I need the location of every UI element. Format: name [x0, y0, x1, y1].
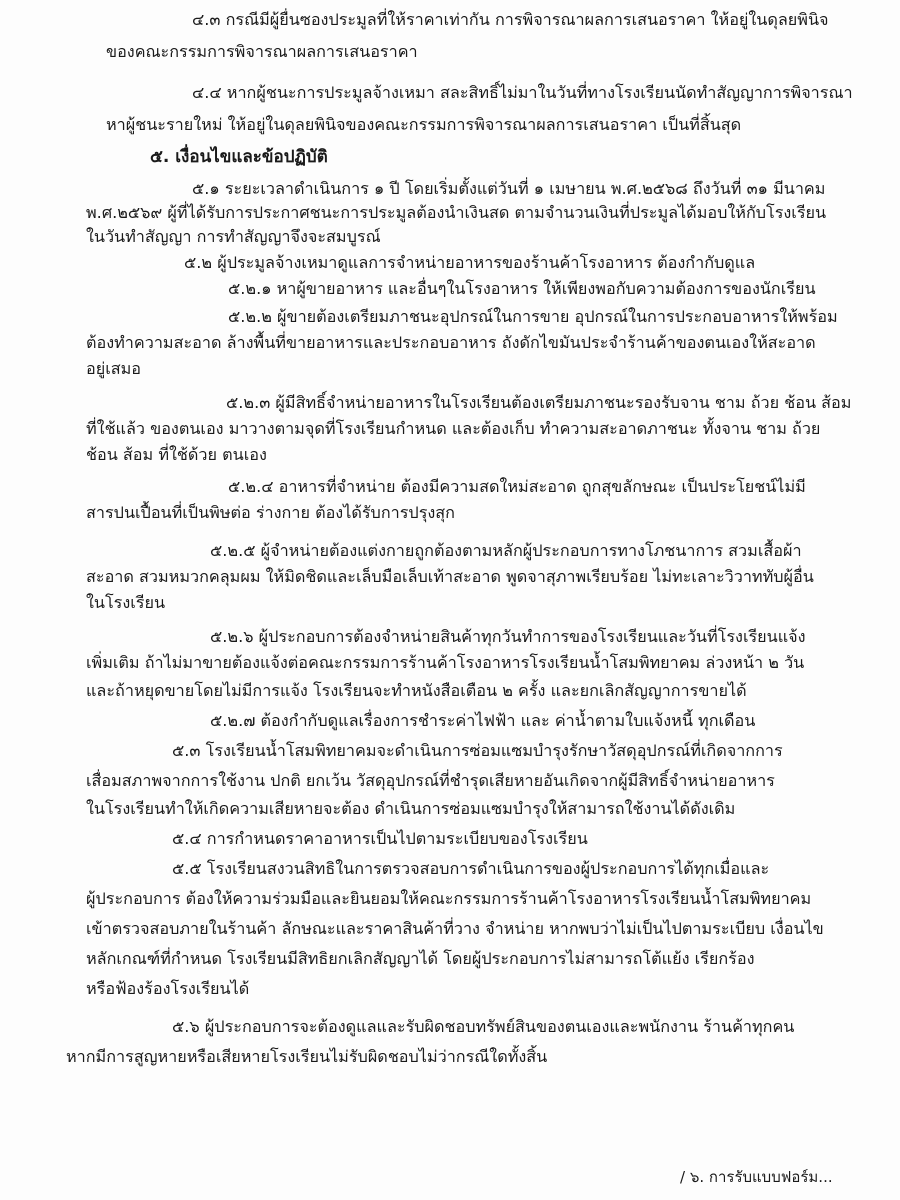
text-line: ในโรงเรียนทำให้เกิดความเสียหายจะต้อง ดำเนินการซ่อมแซมบำรุงให้สามารถใช้งานได้ดังเดิม — [86, 799, 736, 818]
text-line: ๕.๕ โรงเรียนสงวนสิทธิในการตรวจสอบการดำเนินการของผู้ประกอบการได้ทุกเมื่อและ — [172, 859, 770, 878]
text-line: ในโรงเรียน — [86, 593, 166, 612]
text-line: ๕.๒.๔ อาหารที่จำหน่าย ต้องมีความสดใหม่สะอาด ถูกสุขลักษณะ เป็นประโยชน์ไม่มี — [228, 477, 806, 496]
text-line: ๕.๒.๖ ผู้ประกอบการต้องจำหน่ายสินค้าทุกวันทำการของโรงเรียนและวันที่โรงเรียนแจ้ง — [210, 627, 806, 646]
text-line: ๕.๖ ผู้ประกอบการจะต้องดูแลและรับผิดชอบทรัพย์สินของตนเองและพนักงาน ร้านค้าทุกคน — [172, 1017, 795, 1036]
text-line: สะอาด สวมหมวกคลุมผม ให้มิดชิดและเล็บมือเล็บเท้าสะอาด พูดจาสุภาพเรียบร้อย ไม่ทะเลาะวิวาททับผู้อื่น — [86, 567, 814, 586]
text-line: ๔.๓ กรณีมีผู้ยื่นซองประมูลที่ให้ราคาเท่ากัน การพิจารณาผลการเสนอราคา ให้อยู่ในดุลยพินิจ — [192, 10, 829, 29]
text-line: ๕.๒ ผู้ประมูลจ้างเหมาดูแลการจำหน่ายอาหารของร้านค้าโรงอาหาร ต้องกำกับดูแล — [184, 253, 756, 272]
text-line: ของคณะกรรมการพิจารณาผลการเสนอราคา — [106, 42, 418, 61]
text-line: ในวันทำสัญญา การทำสัญญาจึงจะสมบูรณ์ — [86, 227, 381, 246]
text-line: ๕.๓ โรงเรียนน้ำโสมพิทยาคมจะดำเนินการซ่อมแซมบำรุงรักษาวัสดุอุปกรณ์ที่เกิดจากการ — [172, 741, 783, 760]
text-line: ๕.๒.๒ ผู้ขายต้องเตรียมภาชนะอุปกรณ์ในการขาย อุปกรณ์ในการประกอบอาหารให้พร้อม — [228, 307, 838, 326]
text-line: เพิ่มเติม ถ้าไม่มาขายต้องแจ้งต่อคณะกรรมการร้านค้าโรงอาหารโรงเรียนน้ำโสมพิทยาคม ล่วงหน้า ๒ วัน — [86, 653, 805, 672]
text-line: ๕.๑ ระยะเวลาดำเนินการ ๑ ปี โดยเริ่มตั้งแต่วันที่ ๑ เมษายน พ.ศ.๒๕๖๘ ถึงวันที่ ๓๑ มีนาคม — [192, 179, 826, 198]
text-line: ช้อน ส้อม ที่ใช้ด้วย ตนเอง — [86, 445, 267, 464]
text-line: เข้าตรวจสอบภายในร้านค้า ลักษณะและราคาสินค้าที่วาง จำหน่าย หากพบว่าไม่เป็นไปตามระเบียบ เงื่อนไข — [86, 919, 824, 938]
text-line: ต้องทำความสะอาด ล้างพื้นที่ขายอาหารและประกอบอาหาร ถังดักไขมันประจำร้านค้าของตนเองให้สะอาด — [86, 333, 816, 352]
text-line: และถ้าหยุดขายโดยไม่มีการแจ้ง โรงเรียนจะทำหนังสือเตือน ๒ ครั้ง และยกเลิกสัญญาการขายได้ — [86, 681, 747, 700]
text-line: ๔.๔ หากผู้ชนะการประมูลจ้างเหมา สละสิทธิ์ไม่มาในวันที่ทางโรงเรียนนัดทำสัญญาการพิจารณา — [192, 83, 853, 102]
text-line: หาผู้ชนะรายใหม่ ให้อยู่ในดุลยพินิจของคณะกรรมการพิจารณาผลการเสนอราคา เป็นที่สิ้นสุด — [106, 115, 742, 134]
text-line: ๕.๒.๗ ต้องกำกับดูแลเรื่องการชำระค่าไฟฟ้า และ ค่าน้ำตามใบแจ้งหนี้ ทุกเดือน — [210, 711, 756, 730]
text-line: หลักเกณฑ์ที่กำหนด โรงเรียนมีสิทธิยกเลิกสัญญาได้ โดยผู้ประกอบการไม่สามารถโต้แย้ง เรียกร้อง — [86, 949, 755, 968]
text-line: อยู่เสมอ — [86, 359, 142, 378]
section-heading: ๕. เงื่อนไขและข้อปฏิบัติ — [150, 147, 328, 167]
text-line: หรือฟ้องร้องโรงเรียนได้ — [86, 979, 250, 998]
text-line: ๕.๔ การกำหนดราคาอาหารเป็นไปตามระเบียบของโรงเรียน — [172, 829, 588, 848]
text-line: เสื่อมสภาพจากการใช้งาน ปกติ ยกเว้น วัสดุอุปกรณ์ที่ชำรุดเสียหายอันเกิดจากผู้มีสิทธิ์จำหน่ายอาหาร — [86, 771, 775, 790]
text-line: ผู้ประกอบการ ต้องให้ความร่วมมือและยินยอมให้คณะกรรมการร้านค้าโรงอาหารโรงเรียนน้ำโสมพิทยาคม — [86, 889, 812, 908]
text-line: พ.ศ.๒๕๖๙ ผู้ที่ได้รับการประกาศชนะการประมูลต้องนำเงินสด ตามจำนวนเงินที่ประมูลได้มอบให้กับโรงเรียน — [86, 203, 827, 222]
text-line: ที่ใช้แล้ว ของตนเอง มาวางตามจุดที่โรงเรียนกำหนด และต้องเก็บ ทำความสะอาดภาชนะ ทั้งจาน ชาม ถ้วย — [86, 419, 821, 438]
page-footer-continuation: / ๖. การรับแบบฟอร์ม... — [680, 1168, 833, 1186]
text-line: สารปนเปื้อนที่เป็นพิษต่อ ร่างกาย ต้องได้รับการปรุงสุก — [86, 503, 455, 522]
text-line: ๕.๒.๕ ผู้จำหน่ายต้องแต่งกายถูกต้องตามหลักผู้ประกอบการทางโภชนาการ สวมเสื้อผ้า — [210, 541, 802, 560]
text-line: ๕.๒.๑ หาผู้ขายอาหาร และอื่นๆในโรงอาหาร ให้เพียงพอกับความต้องการของนักเรียน — [228, 279, 816, 298]
text-line: หากมีการสูญหายหรือเสียหายโรงเรียนไม่รับผิดชอบไม่ว่ากรณีใดทั้งสิ้น — [66, 1047, 548, 1066]
text-line: ๕.๒.๓ ผู้มีสิทธิ์จำหน่ายอาหารในโรงเรียนต้องเตรียมภาชนะรองรับจาน ชาม ถ้วย ช้อน ส้อม — [226, 393, 852, 412]
